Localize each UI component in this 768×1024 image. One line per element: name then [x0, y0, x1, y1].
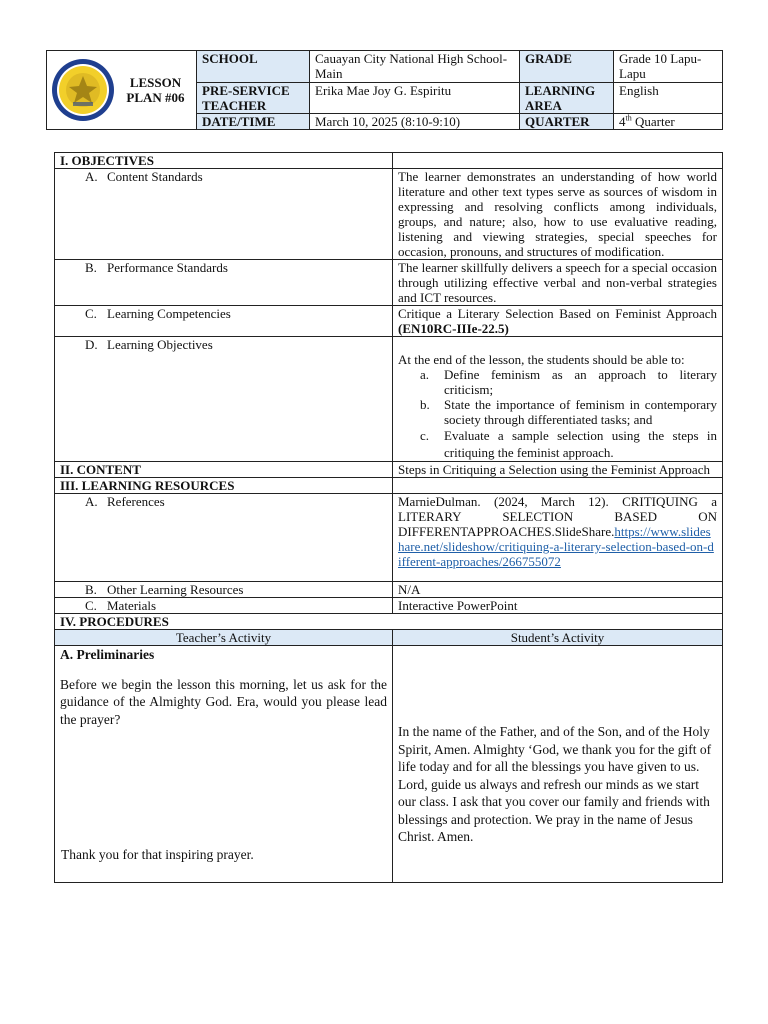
item-letter: A. — [85, 494, 98, 509]
quarter-number: 4 — [619, 114, 626, 129]
learning-objectives-value — [393, 337, 723, 462]
quarter-word: Quarter — [631, 114, 675, 129]
materials-label — [55, 598, 393, 614]
list-letter: a. — [420, 367, 430, 382]
content-standards-label — [55, 169, 393, 260]
datetime-value: March 10, 2025 (8:10-9:10) — [310, 114, 520, 130]
learning-competencies-value — [393, 306, 723, 337]
references-label — [55, 494, 393, 582]
content-title: II. CONTENT — [55, 462, 393, 478]
item-label: Learning Competencies — [107, 306, 231, 321]
item-label: References — [107, 494, 165, 509]
content-value: Steps in Critiquing a Selection using the Feminist Approach — [393, 462, 723, 478]
grade-value: Grade 10 Lapu-Lapu — [614, 51, 723, 83]
teacher-prayer-request: Before we begin the lesson this morning, let us ask for the guidance of the Almighty God. Era, would you please lead the prayer? — [60, 676, 387, 727]
learning-objectives-label — [55, 337, 393, 462]
list-letter: c. — [420, 428, 430, 443]
empty-cell — [393, 153, 723, 169]
header-table — [46, 50, 723, 130]
list-text: Define feminism as an approach to literary criticism; — [444, 367, 717, 397]
school-value: Cauayan City National High School-Main — [310, 51, 520, 83]
list-item — [420, 427, 717, 461]
performance-standards-value: The learner skillfully delivers a speech for a special occasion through utilizing effective verbal and non-verbal strategies and ICT resources. — [393, 260, 723, 306]
reference-link[interactable]: https://www.slideshare.net/slideshow/critiquing-a-literary-selection-based-on-different-approaches/266755072 — [398, 524, 714, 569]
quarter-superscript: th — [625, 113, 632, 123]
student-prayer: In the name of the Father, and of the Son, and of the Holy Spirit, Amen. Almighty ‘God, we thank you for the gift of life today and for all the blessings you have given to us. Lord, guide us always and refresh our minds as we start our class. I ask that you cover our family and friends with blessings and protection. We pray in the name of Jesus Christ. Amen. — [398, 724, 712, 844]
list-letter: b. — [420, 397, 430, 412]
area-label: LEARNING AREA — [520, 83, 614, 114]
content-standards-value: The learner demonstrates an understanding of how world literature and other text types serve as sources of wisdom in expressing and resolving conflicts among individuals, groups, and nature; also, how to use evaluative reading, listening and viewing strategies, special speeches for occasion, pronouns, and structures of modification. — [393, 169, 723, 260]
item-label: Learning Objectives — [107, 337, 213, 352]
procedures-title: IV. PROCEDURES — [55, 614, 723, 630]
objectives-title: I. OBJECTIVES — [55, 153, 393, 169]
item-label: Content Standards — [107, 169, 203, 184]
quarter-value — [614, 114, 723, 130]
learning-competencies-label — [55, 306, 393, 337]
item-letter: C. — [85, 306, 97, 321]
other-resources-label — [55, 582, 393, 598]
item-letter: B. — [85, 260, 97, 275]
item-letter: D. — [85, 337, 98, 352]
reference-text: MarnieDulman. (2024, March 12). CRITIQUING a LITERARY SELECTION BASED ON DIFFERENTAPPROACHES.SlideShare. — [398, 494, 717, 539]
list-text: State the importance of feminism in contemporary society through differentiated tasks; and — [444, 397, 717, 427]
datetime-label: DATE/TIME — [197, 114, 310, 130]
resources-title: III. LEARNING RESOURCES — [55, 478, 393, 494]
list-item — [420, 367, 717, 397]
references-value — [393, 494, 723, 582]
item-label: Performance Standards — [107, 260, 228, 275]
performance-standards-label — [55, 260, 393, 306]
item-letter: B. — [85, 582, 97, 597]
empty-cell — [393, 478, 723, 494]
preliminaries-title: A. Preliminaries — [60, 647, 155, 662]
objectives-intro: At the end of the lesson, the students should be able to: — [398, 352, 685, 367]
competency-text: Critique a Literary Selection Based on Feminist Approach — [398, 306, 717, 321]
student-activity-cell — [393, 646, 723, 883]
teacher-thanks: Thank you for that inspiring prayer. — [61, 847, 254, 862]
objectives-list — [398, 367, 717, 461]
item-letter: A. — [85, 169, 98, 184]
item-letter: C. — [85, 598, 97, 613]
student-activity-header: Student’s Activity — [393, 630, 723, 646]
other-resources-value: N/A — [393, 582, 723, 598]
area-value: English — [614, 83, 723, 114]
lesson-table — [54, 152, 723, 883]
teacher-value: Erika Mae Joy G. Espiritu — [310, 83, 520, 114]
competency-code: (EN10RC-IIIe-22.5) — [398, 321, 509, 336]
lesson-plan-title: LESSON PLAN #06 — [126, 75, 185, 105]
teacher-activity-header: Teacher’s Activity — [55, 630, 393, 646]
list-text: Evaluate a sample selection using the steps in critiquing the feminist approach. — [444, 428, 717, 460]
quarter-label: QUARTER — [520, 114, 614, 130]
teacher-activity-cell — [55, 646, 393, 883]
item-label: Other Learning Resources — [107, 582, 244, 597]
grade-label: GRADE — [520, 51, 614, 83]
school-seal-icon — [51, 58, 115, 122]
school-label: SCHOOL — [197, 51, 310, 83]
teacher-label: PRE-SERVICE TEACHER — [197, 83, 310, 114]
list-item — [420, 397, 717, 427]
materials-value: Interactive PowerPoint — [393, 598, 723, 614]
logo-cell — [47, 51, 197, 130]
item-label: Materials — [107, 598, 157, 613]
